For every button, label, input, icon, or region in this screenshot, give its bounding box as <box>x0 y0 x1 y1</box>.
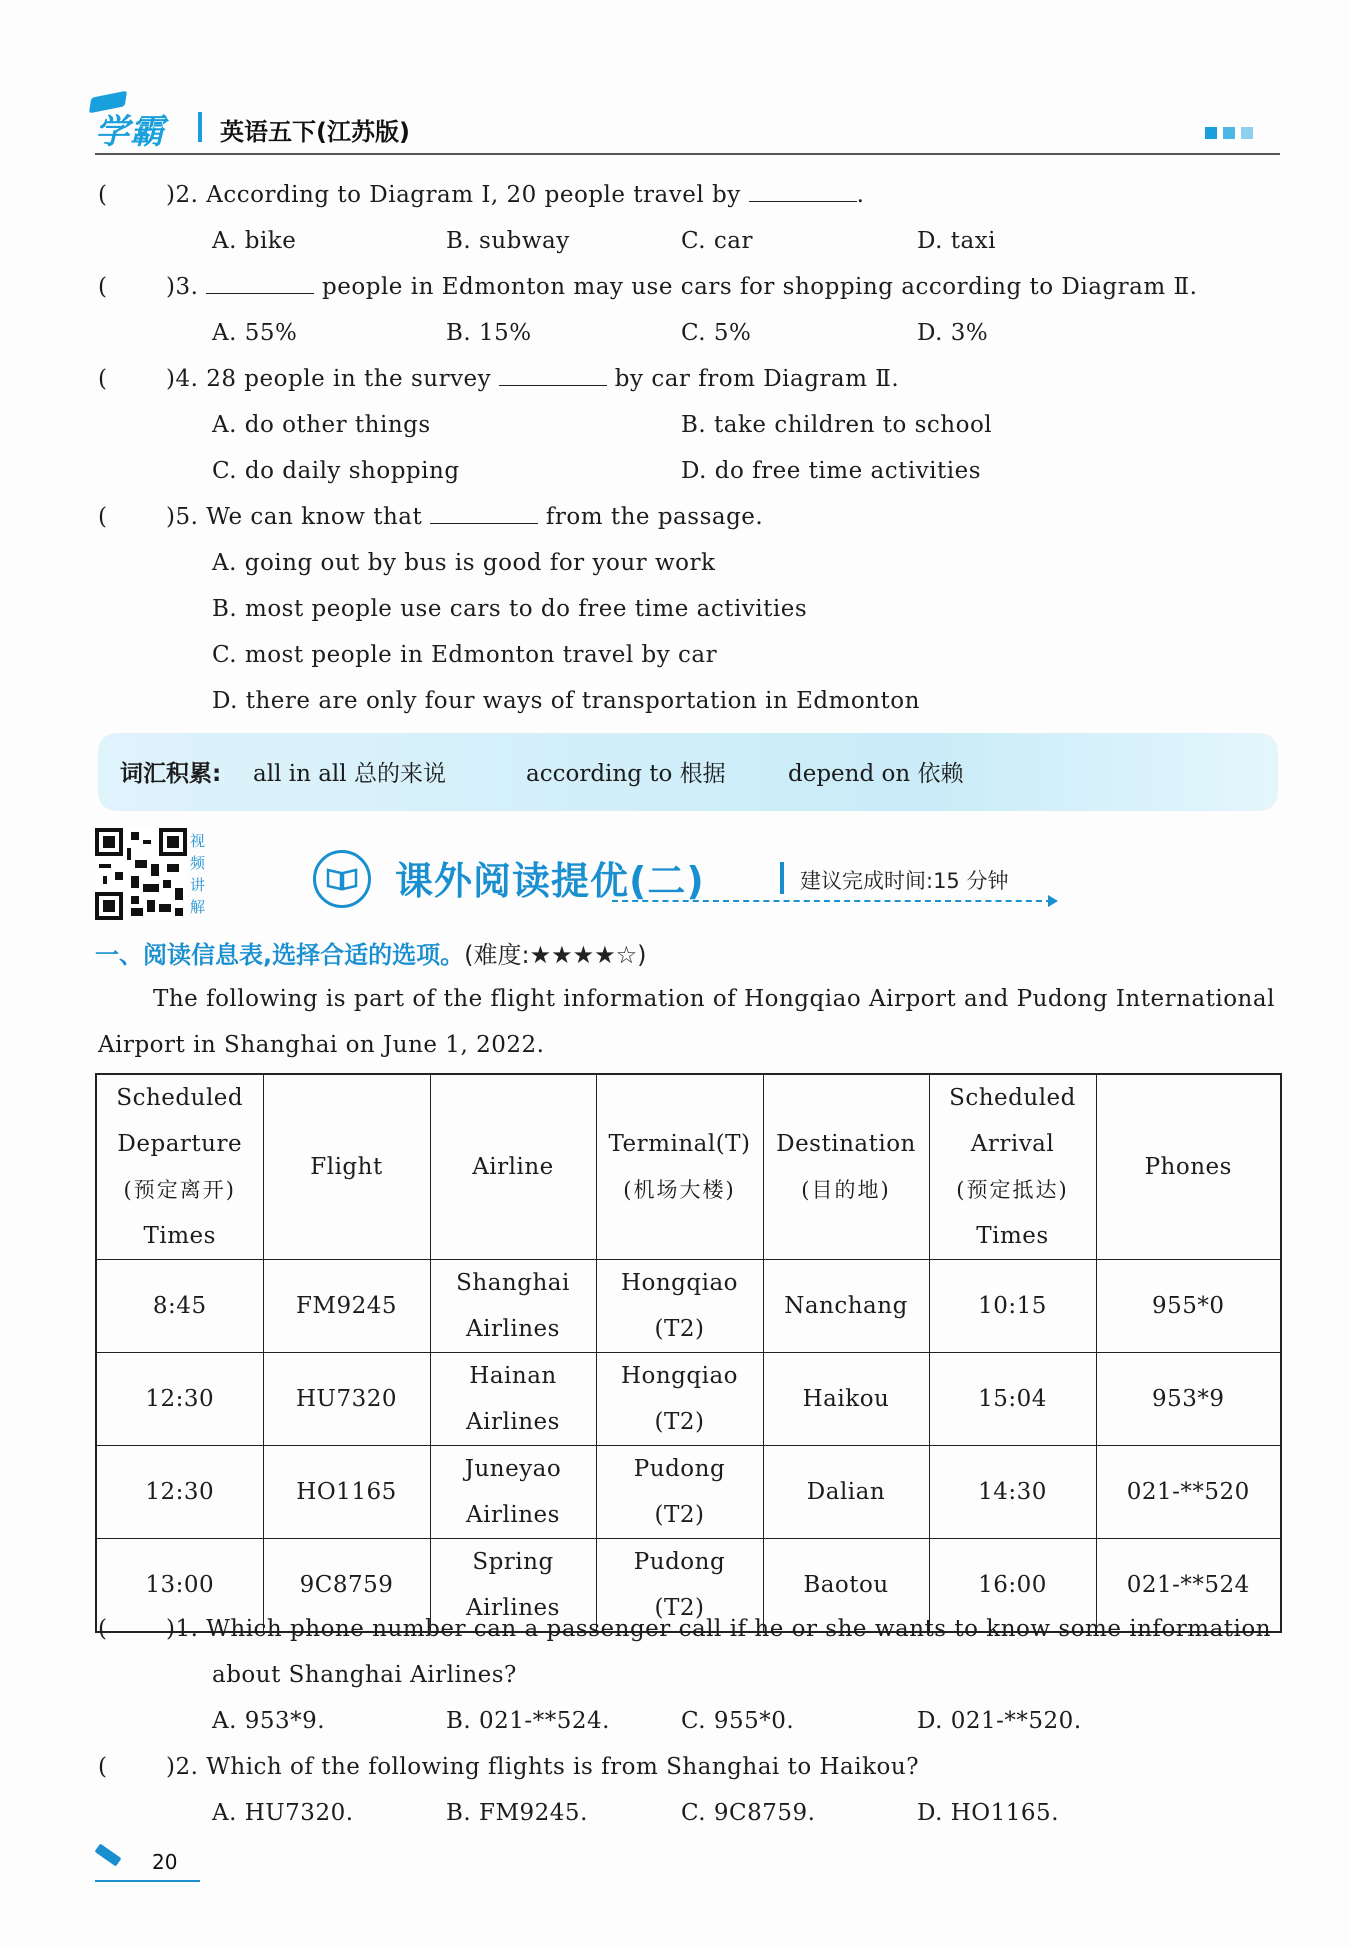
option[interactable]: A. 55% <box>212 320 298 346</box>
option[interactable]: A. bike <box>212 228 297 254</box>
option[interactable]: B. subway <box>446 228 570 254</box>
arrow-head-icon <box>1048 895 1058 907</box>
vocab-banner <box>98 733 1278 811</box>
logo-divider <box>198 112 202 142</box>
header-terminal: Terminal(T) (机场大楼) <box>596 1074 763 1260</box>
table-row: 12:30 HU7320 Hainan Airlines Hongqiao (T2) Haikou 15:04 953*9 <box>96 1353 1281 1446</box>
table-row: 12:30 HO1165 Juneyao Airlines Pudong (T2) Dalian 14:30 021-**520 <box>96 1446 1281 1539</box>
option[interactable]: B. FM9245. <box>446 1800 588 1826</box>
section-title: 课外阅读提优(二) <box>395 859 705 903</box>
option[interactable]: C. 5% <box>681 320 752 346</box>
answer-blank[interactable] <box>206 292 314 294</box>
option[interactable]: B. take children to school <box>681 412 993 438</box>
header-airline: Airline <box>430 1074 596 1260</box>
option[interactable]: C. 9C8759. <box>681 1800 816 1826</box>
section-divider <box>780 862 784 894</box>
option[interactable]: B. most people use cars to do free time activities <box>212 596 808 622</box>
open-book-icon <box>313 850 371 908</box>
question-3: ( )3. people in Edmonton may use cars for shopping according to Diagram Ⅱ. <box>98 274 1198 300</box>
option[interactable]: A. HU7320. <box>212 1800 354 1826</box>
option[interactable]: D. taxi <box>917 228 997 254</box>
header-destination: Destination (目的地) <box>763 1074 929 1260</box>
vocab-item: all in all 总的来说 <box>253 761 446 787</box>
flight-table <box>95 1073 1282 1633</box>
header-square-icon <box>1205 127 1217 139</box>
answer-blank[interactable] <box>749 200 857 202</box>
dashed-arrow <box>612 900 1052 902</box>
header-phones: Phones <box>1096 1074 1281 1260</box>
option[interactable]: A. 953*9. <box>212 1708 326 1734</box>
header-square-icon <box>1241 127 1253 139</box>
table-row: 13:00 9C8759 Spring Airlines Pudong (T2) Baotou 16:00 021-**524 <box>96 1539 1281 1633</box>
header-flight: Flight <box>263 1074 430 1260</box>
option[interactable]: C. do daily shopping <box>212 458 460 484</box>
header-arrival: Scheduled Arrival (预定抵达) Times <box>929 1074 1096 1260</box>
page-number: 20 <box>152 1850 178 1874</box>
option[interactable]: C. 955*0. <box>681 1708 795 1734</box>
book-title: 英语五下(江苏版) <box>220 118 410 146</box>
header-square-icon <box>1223 127 1235 139</box>
intro-paragraph: The following is part of the flight information of Hongqiao Airport and Pudong International Airport in Shanghai on June 1, 2022. <box>98 986 1275 1058</box>
option[interactable]: A. going out by bus is good for your work <box>212 550 716 576</box>
table-header-row <box>96 1074 1281 1260</box>
option[interactable]: A. do other things <box>212 412 431 438</box>
page-header <box>95 102 1280 152</box>
question-2b: ( )2. Which of the following flights is from Shanghai to Haikou? <box>98 1754 920 1780</box>
option[interactable]: B. 021-**524. <box>446 1708 610 1734</box>
qr-code-icon[interactable] <box>95 828 187 920</box>
option[interactable]: D. HO1165. <box>917 1800 1060 1826</box>
task-instruction: 一、阅读信息表,选择合适的选项。(难度:★★★★☆) <box>95 941 647 969</box>
question-5: ( )5. We can know that from the passage. <box>98 504 764 530</box>
answer-blank[interactable] <box>499 384 607 386</box>
vocab-item: depend on 依赖 <box>788 761 964 787</box>
option[interactable]: B. 15% <box>446 320 532 346</box>
video-explanation-label: 视频讲解 <box>190 832 206 916</box>
vocab-label: 词汇积累: <box>120 761 222 787</box>
question-2: ( )2. According to Diagram Ⅰ, 20 people travel by . <box>98 182 865 208</box>
brand-logo: 学霸 <box>95 112 165 152</box>
pencil-icon <box>94 1843 121 1866</box>
question-1: ( )1. Which phone number can a passenger call if he or she wants to know some information <box>98 1616 1272 1642</box>
option[interactable]: D. 3% <box>917 320 989 346</box>
table-row: 8:45 FM9245 Shanghai Airlines Hongqiao (T2) Nanchang 10:15 955*0 <box>96 1260 1281 1353</box>
suggested-time: 建议完成时间:15 分钟 <box>800 869 1009 893</box>
option[interactable]: D. do free time activities <box>681 458 982 484</box>
header-departure: Scheduled Departure (预定离开) Times <box>96 1074 263 1260</box>
option[interactable]: D. 021-**520. <box>917 1708 1082 1734</box>
footer-rule <box>95 1880 200 1882</box>
difficulty-rating: (难度:★★★★☆) <box>464 941 647 969</box>
question-continuation: about Shanghai Airlines? <box>212 1662 517 1688</box>
question-4: ( )4. 28 people in the survey by car from Diagram Ⅱ. <box>98 366 900 392</box>
answer-blank[interactable] <box>430 522 538 524</box>
vocab-item: according to 根据 <box>526 761 726 787</box>
header-rule <box>95 153 1280 155</box>
option[interactable]: C. car <box>681 228 753 254</box>
option[interactable]: C. most people in Edmonton travel by car <box>212 642 718 668</box>
option[interactable]: D. there are only four ways of transportation in Edmonton <box>212 688 920 714</box>
